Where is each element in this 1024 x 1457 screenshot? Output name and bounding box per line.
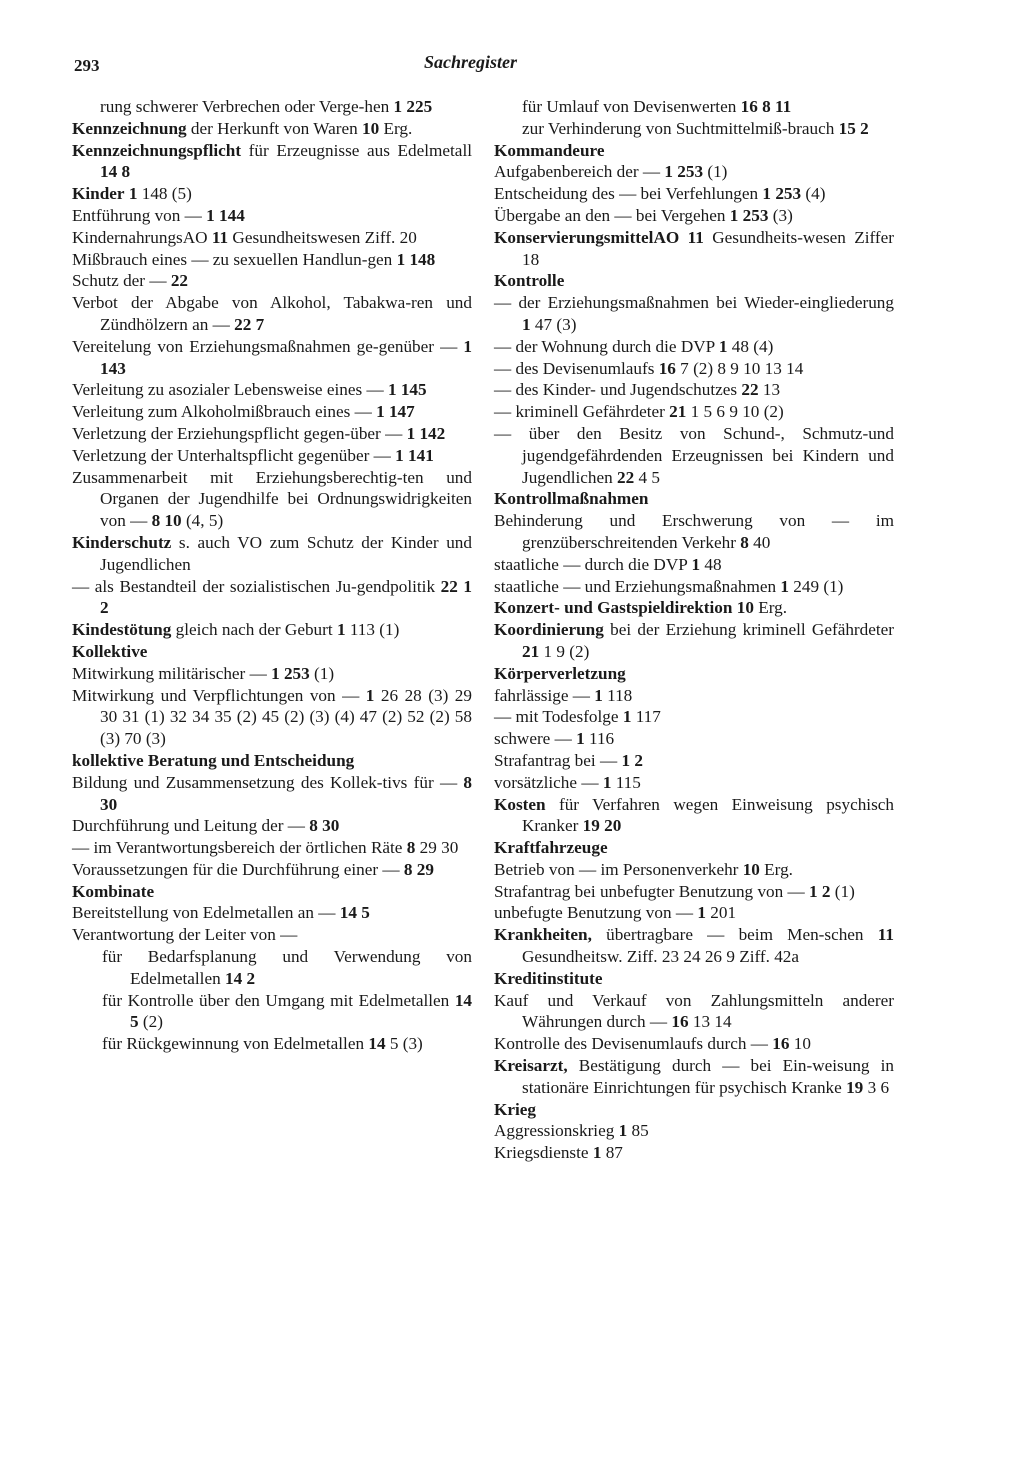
index-term-bold: 1: [697, 903, 706, 923]
index-text: — des Kinder- und Jugendschutzes: [494, 380, 742, 400]
index-entry: [494, 183, 894, 205]
index-term-bold: 8 29: [403, 859, 434, 879]
index-text: (1): [309, 663, 335, 683]
index-text: 3 6: [863, 1077, 890, 1097]
index-term-bold: 19: [846, 1077, 864, 1097]
index-term-bold: 1 253: [762, 184, 802, 204]
index-term-bold: 10: [736, 598, 754, 618]
index-entry: [72, 924, 472, 946]
index-entry: [72, 336, 472, 380]
index-term-bold: 10: [742, 859, 760, 879]
index-entry: [72, 685, 472, 750]
index-entry: [72, 772, 472, 816]
index-term-bold: Kraftfahrzeuge: [494, 838, 608, 858]
index-text: Bereitstellung von Edelmetallen an —: [72, 903, 340, 923]
index-term-bold: Kinder: [72, 184, 125, 204]
index-term-bold: 11: [211, 227, 229, 247]
index-text: bei der Erziehung kriminell Gefährdeter: [603, 620, 894, 640]
index-text: (1): [830, 881, 855, 901]
index-term-bold: 14 5: [130, 990, 472, 1032]
index-term-bold: KonservierungsmittelAO: [494, 227, 680, 247]
index-term-bold: 10: [361, 118, 380, 138]
index-term-bold: 8: [740, 532, 749, 552]
index-term-bold: Kombinate: [72, 881, 155, 901]
index-term-bold: Kontrollmaßnahmen: [494, 489, 649, 509]
index-entry: [494, 597, 894, 619]
index-term-bold: 1 225: [393, 97, 433, 116]
index-text: 13 14: [688, 1012, 732, 1032]
index-term-bold: 22: [741, 380, 759, 400]
index-term-bold: Kommandeure: [494, 140, 605, 160]
index-text: Erg.: [379, 118, 413, 138]
index-entry: [72, 249, 472, 271]
index-term-bold: Kontrolle: [494, 271, 565, 291]
index-text: Kontrolle des Devisenumlaufs durch —: [494, 1034, 773, 1054]
index-entry: [494, 1055, 894, 1099]
index-text: 5 (3): [385, 1034, 423, 1054]
index-term-bold: 8 30: [100, 772, 472, 814]
index-term-bold: 1: [592, 1143, 602, 1163]
index-text: staatliche — und Erziehungsmaßnahmen: [494, 576, 781, 596]
index-term-bold: 19 20: [582, 816, 622, 836]
index-entry: [494, 510, 894, 554]
index-text: Entscheidung des — bei Verfehlungen: [494, 184, 763, 204]
index-entry: [72, 292, 472, 336]
index-term-bold: Krankheiten,: [494, 925, 592, 945]
index-entry: [494, 1142, 894, 1164]
index-text: 118: [602, 685, 633, 705]
index-text: Kriegsdienste: [494, 1143, 593, 1163]
index-text: Gesundheits-wesen Ziffer 18: [522, 227, 894, 269]
index-entry: [72, 205, 472, 227]
index-term-bold: 1: [618, 1121, 628, 1141]
index-entry: [494, 1033, 894, 1055]
index-term-bold: 14: [368, 1034, 386, 1054]
index-term-bold: 1 148: [396, 249, 436, 269]
index-text: Übergabe an den — bei Vergehen: [494, 205, 730, 225]
index-term-bold: Körperverletzung: [494, 663, 626, 683]
index-text: Betrieb von — im Personenverkehr: [494, 859, 743, 879]
index-term-bold: 16 8 11: [740, 97, 792, 116]
index-term-bold: 1: [128, 184, 138, 204]
index-text: vorsätzliche —: [494, 772, 603, 792]
index-text: (4, 5): [181, 511, 224, 531]
index-text: Mitwirkung und Verpflichtungen von —: [72, 685, 366, 705]
index-text: (1): [703, 162, 728, 182]
index-entry: [72, 881, 472, 903]
index-text: Gesundheitswesen Ziff. 20: [228, 227, 417, 247]
index-entry: [72, 837, 472, 859]
index-term-bold: 1 253: [729, 205, 769, 225]
index-entry: [494, 663, 894, 685]
index-entry: [494, 140, 894, 162]
index-term-bold: Kosten: [494, 794, 546, 814]
index-text: s. auch VO zum Schutz der Kinder und Jugendlichen: [100, 532, 472, 574]
index-term-bold: 1: [602, 772, 612, 792]
index-term-bold: 11: [687, 227, 704, 247]
index-entry: [72, 118, 472, 140]
index-entry: [494, 924, 894, 968]
index-text: — im Verantwortungsbereich der örtlichen Räte: [72, 838, 407, 858]
index-entry: [72, 401, 472, 423]
index-text: Gesundheitsw. Ziff. 23 24 26 9 Ziff. 42a: [522, 947, 800, 967]
index-term-bold: 22 7: [234, 314, 265, 334]
index-text: 48: [700, 554, 722, 574]
index-text: 113 (1): [345, 620, 400, 640]
index-term-bold: 16: [671, 1012, 689, 1032]
index-entry: [494, 379, 894, 401]
index-entry: [72, 467, 472, 532]
index-term-bold: Kennzeichnung: [72, 118, 187, 138]
index-entry: [494, 161, 894, 183]
index-text: Mißbrauch eines — zu sexuellen Handlun-gen: [72, 249, 397, 269]
index-text: (4): [801, 184, 826, 204]
index-term-bold: 14 2: [224, 968, 256, 988]
index-entry: [494, 205, 894, 227]
index-text: 1 9 (2): [539, 641, 590, 661]
index-term-bold: 1 147: [376, 402, 415, 422]
index-entry: [72, 641, 472, 663]
index-entry: [72, 445, 472, 467]
index-term-bold: 21: [522, 641, 540, 661]
index-entry: [494, 118, 894, 140]
index-text: Erg.: [753, 598, 788, 618]
index-entry: [72, 140, 472, 184]
index-text: 116: [584, 729, 615, 749]
index-entry: [72, 815, 472, 837]
index-entry: [494, 728, 894, 750]
index-entry: [72, 859, 472, 881]
index-term-bold: 1 144: [206, 205, 245, 225]
index-text: Strafantrag bei —: [494, 750, 622, 770]
index-text: Bestätigung durch — bei Ein-weisung in stationäre Einrichtungen für psychisch Kranke: [522, 1056, 894, 1097]
index-term-bold: 1: [365, 685, 375, 705]
index-text: 48 (4): [727, 336, 774, 356]
index-term-bold: 8: [406, 838, 416, 858]
index-text: — kriminell Gefährdeter: [494, 402, 670, 422]
index-entry: [494, 968, 894, 990]
index-text: Kauf und Verkauf von Zahlungsmitteln anderer Währungen durch —: [494, 990, 894, 1032]
index-term-bold: Kreisarzt,: [494, 1056, 568, 1076]
index-entry: [494, 576, 894, 598]
index-text: 29 30: [415, 838, 459, 858]
index-text: für Erzeugnisse aus Edelmetall: [241, 140, 472, 160]
index-entry: [494, 772, 894, 794]
index-term-bold: 1 142: [406, 423, 446, 443]
index-term-bold: 1 143: [100, 336, 472, 378]
index-term-bold: 1 141: [395, 445, 434, 465]
index-text: — als Bestandteil der sozialistischen Ju-gendpolitik: [72, 576, 441, 596]
index-entry: [72, 663, 472, 685]
index-text: für Verfahren wegen Einweisung psychisch Kranker: [522, 794, 894, 836]
index-text: Entführung von —: [72, 205, 207, 225]
index-term-bold: 15 2: [838, 118, 869, 138]
index-entry: [494, 488, 894, 510]
index-text: zur Verhinderung von Suchtmittelmiß-brauch: [522, 118, 839, 138]
index-text: Strafantrag bei unbefugter Benutzung von —: [494, 881, 810, 901]
index-text: Verleitung zu asozialer Lebensweise eines —: [72, 380, 388, 400]
index-text: Verleitung zum Alkoholmißbrauch eines —: [72, 402, 377, 422]
index-entry: [494, 837, 894, 859]
index-term-bold: kollektive Beratung und Entscheidung: [72, 750, 355, 770]
index-term-bold: 16: [658, 358, 676, 378]
index-text: 40: [748, 532, 771, 552]
index-term-bold: 1 253: [271, 663, 310, 683]
index-text: 117: [631, 707, 661, 727]
index-entry: [72, 532, 472, 576]
index-text: für Umlauf von Devisenwerten: [522, 97, 741, 116]
index-term-bold: 1: [691, 554, 701, 574]
index-text: 1 5 6 9 10 (2): [686, 402, 784, 422]
index-term-bold: Krieg: [494, 1099, 536, 1119]
index-entry: [494, 270, 894, 292]
index-entry: [494, 1120, 894, 1142]
index-text: — über den Besitz von Schund-, Schmutz-und jugendgefährdenden Erzeugnissen bei Kindern und Jugendlichen: [494, 423, 894, 487]
index-text: Bildung und Zusammensetzung des Kollek-tivs für —: [72, 772, 464, 792]
index-entry: [494, 336, 894, 358]
index-entry: [494, 859, 894, 881]
index-term-bold: 14 5: [339, 903, 370, 923]
index-text: 115: [611, 772, 641, 792]
index-text: — der Erziehungsmaßnahmen bei Wieder-eingliederung: [494, 293, 894, 313]
index-term-bold: 8 10: [151, 511, 182, 531]
index-text: rung schwerer Verbrechen oder Verge-hen: [100, 97, 394, 116]
index-text: Erg.: [759, 859, 793, 879]
index-term-bold: 1: [718, 336, 728, 356]
index-entry: [72, 96, 472, 118]
index-entry: [494, 423, 894, 488]
index-term-bold: 8 30: [309, 816, 340, 836]
index-entry: [494, 794, 894, 838]
index-term-bold: 1: [576, 729, 585, 749]
index-text: 87: [601, 1143, 623, 1163]
index-term-bold: 22: [170, 271, 188, 291]
index-entry: [72, 227, 472, 249]
index-text: Verletzung der Unterhaltspflicht gegenüber —: [72, 445, 396, 465]
index-text: unbefugte Benutzung von —: [494, 903, 698, 923]
index-term-bold: Koordinierung: [494, 620, 604, 640]
index-text: für Kontrolle über den Umgang mit Edelmetallen: [102, 990, 455, 1010]
index-entry: [494, 750, 894, 772]
index-term-bold: Kennzeichnungspflicht: [72, 140, 242, 160]
index-term-bold: 1: [522, 314, 531, 334]
index-text: Durchführung und Leitung der —: [72, 816, 310, 836]
index-term-bold: Konzert- und Gastspieldirektion: [494, 598, 733, 618]
index-entry: [494, 881, 894, 903]
index-entry: [494, 554, 894, 576]
index-text: Voraussetzungen für die Durchführung einer —: [72, 859, 404, 879]
index-text: (3): [768, 205, 793, 225]
index-text: — der Wohnung durch die DVP: [494, 336, 719, 356]
index-term-bold: 1 145: [387, 380, 427, 400]
index-text: fahrlässige —: [494, 685, 595, 705]
index-entry: [72, 946, 472, 990]
index-text: für Bedarfsplanung und Verwendung von Edelmetallen: [102, 947, 472, 988]
index-term-bold: Kinderschutz: [72, 532, 172, 552]
index-text: Schutz der —: [72, 271, 171, 291]
index-text: 4 5: [634, 467, 660, 487]
running-head: Sachregister: [424, 52, 518, 72]
index-text: Mitwirkung militärischer —: [72, 663, 272, 683]
index-term-bold: 1: [780, 576, 789, 596]
index-text: 13: [758, 380, 781, 400]
index-term-bold: 11: [877, 925, 894, 945]
index-term-bold: 22: [617, 467, 635, 487]
index-text: übertragbare — beim Men-schen: [591, 925, 878, 945]
index-text: 7 (2) 8 9 10 13 14: [675, 358, 804, 378]
index-entry: [494, 706, 894, 728]
index-text: schwere —: [494, 729, 577, 749]
index-term-bold: 1 2: [621, 750, 643, 770]
index-text: Zusammenarbeit mit Erziehungsberechtig-ten und Organen der Jugendhilfe bei Ordnungswidrigkeiten von —: [72, 467, 472, 531]
index-text: 85: [627, 1121, 649, 1141]
index-text: 148 (5): [137, 184, 192, 204]
index-text: Verantwortung der Leiter von —: [72, 925, 298, 945]
index-text: Verbot der Abgabe von Alkohol, Tabakwa-ren und Zündhölzern an —: [72, 293, 472, 334]
index-entry: [494, 401, 894, 423]
index-entry: [72, 576, 472, 620]
index-entry: [72, 902, 472, 924]
index-entry: [72, 990, 472, 1034]
index-entry: [72, 423, 472, 445]
index-entry: [494, 96, 894, 118]
index-term-bold: Kollektive: [72, 641, 148, 661]
index-text: Verletzung der Erziehungspflicht gegen-über —: [72, 423, 407, 443]
index-term-bold: 21: [669, 402, 687, 422]
index-entry: [494, 685, 894, 707]
index-term-bold: 14 8: [100, 162, 131, 182]
index-entry: [494, 1099, 894, 1121]
index-text: KindernahrungsAO: [72, 227, 212, 247]
index-column-right: [494, 96, 894, 1164]
index-text: für Rückgewinnung von Edelmetallen: [102, 1034, 369, 1054]
index-entry: [494, 990, 894, 1034]
index-term-bold: 1: [336, 620, 346, 640]
index-entry: [72, 183, 472, 205]
index-term-bold: 1: [622, 707, 632, 727]
index-entry: [494, 292, 894, 336]
index-text: Aggressionskrieg: [494, 1121, 619, 1141]
index-text: 201: [705, 903, 737, 923]
index-text: staatliche — durch die DVP: [494, 554, 692, 574]
index-text: — des Devisenumlaufs: [494, 358, 659, 378]
index-text: 10: [789, 1034, 811, 1054]
index-text: gleich nach der Geburt: [171, 620, 337, 640]
index-entry: [72, 1033, 472, 1055]
index-term-bold: 1 2: [809, 881, 831, 901]
index-text: Vereitelung von Erziehungsmaßnahmen ge-genüber —: [72, 336, 464, 356]
index-text: 26 28 (3) 29 30 31 (1) 32 34 35 (2) 45 (2) (3) (4) 47 (2) 52 (2) 58 (3) 70 (3): [100, 685, 472, 749]
index-term-bold: Kreditinstitute: [494, 968, 603, 988]
index-text: 249 (1): [788, 576, 844, 596]
index-term-bold: 1: [594, 685, 603, 705]
index-text: [679, 228, 687, 247]
index-entry: [72, 619, 472, 641]
index-entry: [72, 750, 472, 772]
index-text: Behinderung und Erschwerung von — im grenzüberschreitenden Verkehr: [494, 511, 894, 552]
index-term-bold: 1 253: [664, 162, 704, 182]
index-term-bold: Kindestötung: [72, 620, 172, 640]
index-text: (2): [138, 1012, 163, 1032]
page-number: 293: [74, 56, 100, 75]
index-column-left: [72, 96, 472, 1055]
index-term-bold: 16: [772, 1034, 790, 1054]
index-entry: [494, 227, 894, 271]
index-entry: [72, 270, 472, 292]
index-text: Aufgabenbereich der —: [494, 162, 665, 182]
index-text: — mit Todesfolge: [494, 707, 623, 727]
index-text: der Herkunft von Waren: [186, 118, 362, 138]
index-text: 47 (3): [530, 314, 577, 334]
index-entry: [494, 902, 894, 924]
index-entry: [494, 358, 894, 380]
index-term-bold: 22 1 2: [100, 576, 472, 618]
index-entry: [72, 379, 472, 401]
index-entry: [494, 619, 894, 663]
